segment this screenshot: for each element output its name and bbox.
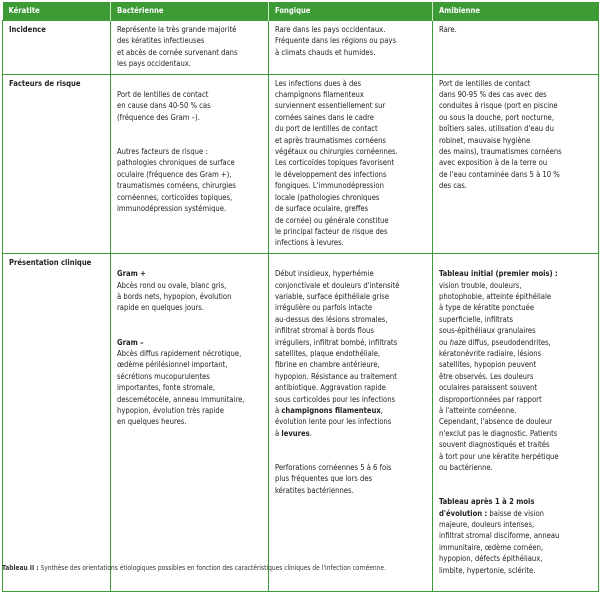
header-keratite: Kératite: [3, 2, 111, 21]
text-bold: champignons filamenteux: [281, 406, 381, 415]
text-italic: haze: [449, 337, 466, 347]
text: diffus, pseudodendrites, kératonévrite radiaire, lésions satellites, hypopion peuvent être observés. Les douleurs oculaires paraissent souvent disproportionnées par rapport à l'atteinte cornéenne. Cependant, l'absence de douleur n'exclut pas le diagnostic. Patients souvent diagnostiqués et traités à tort pour une kératite herpétique ou bactérienne.: [439, 337, 559, 473]
caption-label: Tableau II :: [2, 564, 39, 572]
paragraph: [117, 337, 262, 428]
cell-facteurs-amibienne: Port de lentilles de contact dans 90-95 % des cas avec des conduites à risque (port en piscine ou sous la douche, port nocturne, boîtiers sales, utilisation d'eau du robinet, mauvaise hygiène des mains), traumatismes cornéens avec exposition à de la terre ou de l'eau contaminée dans 5 à 10 % des cas.: [433, 74, 599, 253]
cell-presentation-fongique: [269, 253, 433, 592]
cell-presentation-amibienne: [433, 253, 599, 592]
keratitis-table: [2, 2, 599, 592]
row-facteurs: [3, 74, 599, 253]
text: vision trouble, douleurs, photophobie, atteinte épithéliale à type de kératite ponctuée superficielle, infiltrats sous-épithéliaux granulaires ou: [439, 280, 552, 347]
text: baisse de vision majeure, douleurs intenses, infiltrat stromal disciforme, anneau immunitaire, œdème cornéen, hypopion, défects épithéliaux, limbite, hypertonie, sclérite.: [439, 508, 560, 575]
cell-incidence-bacterienne: Représente la très grande majorité des kératites infectieuses et abcès de cornée survenant dans les pays occidentaux.: [111, 21, 269, 75]
row-label-presentation: Présentation clinique: [3, 253, 111, 592]
row-label-facteurs: Facteurs de risque: [3, 74, 111, 253]
row-label-incidence: Incidence: [3, 21, 111, 75]
paragraph: Autres facteurs de risque : pathologies chroniques de surface oculaire (fréquence des Gram +), traumatismes cornéens, chirurgies cornéennes, corticoïdes topiques, immunodépression systémique.: [117, 147, 236, 214]
header-bacterienne: Bactérienne: [111, 2, 269, 21]
row-presentation: [3, 253, 599, 592]
gram-pos-title: Gram +: [117, 269, 146, 279]
table-caption: [2, 564, 386, 572]
text-bold: levures: [281, 428, 310, 438]
header-row: [3, 2, 599, 21]
paragraph: [439, 268, 592, 473]
cell-incidence-amibienne: Rare.: [433, 21, 599, 75]
initial-title: Tableau initial (premier mois) :: [439, 269, 558, 279]
paragraph: Perforations cornéennes 5 à 6 fois plus fréquentes que lors des kératites bactériennes.: [275, 463, 392, 495]
paragraph: [439, 496, 592, 576]
row-incidence: [3, 21, 599, 75]
caption-text: Synthèse des orientations étiologiques possibles en fonction des caractéristiques cliniques de l'infection cornéenne.: [38, 564, 386, 572]
text: , évolution lente pour les infections à: [275, 406, 392, 438]
header-fongique: Fongique: [269, 2, 433, 21]
cell-presentation-bacterienne: [111, 253, 269, 592]
gram-neg-title: Gram –: [117, 337, 144, 347]
cell-facteurs-fongique: Les infections dues à des champignons filamenteux surviennent essentiellement sur cornées saines dans le cadre du port de lentilles de contact et après traumatismes cornéens végétaux ou chirurgies cornéennes. Les corticoïdes topiques favorisent le développement des infections fongiques. L'immunodépression locale (pathologies chroniques de surface oculaire, greffes de cornée) ou générale constitue le principal facteur de risque des infections à levures.: [269, 74, 433, 253]
paragraph: [117, 268, 262, 314]
paragraph: [275, 268, 426, 439]
late-title: Tableau après 1 à 2 mois d'évolution :: [439, 497, 535, 518]
text: .: [309, 428, 312, 438]
cell-facteurs-bacterienne: [111, 74, 269, 253]
text: Début insidieux, hyperhémie conjonctivale et douleurs d'intensité variable, surface épithéliale grise irrégulière ou parfois intacte au-dessus des lésions stromales, infiltrat stromal à bords flous irréguliers, infiltrat bombé, infiltrats satellites, plaque endothéliale, fibrine en chambre antérieure, hypopion. Résistance au traitement antibiotique. Aggravation rapide sous corticoïdes pour les infections à: [275, 269, 400, 415]
cell-incidence-fongique: Rare dans les pays occidentaux. Fréquente dans les régions ou pays à climats chauds et humides.: [269, 21, 433, 75]
header-amibienne: Amibienne: [433, 2, 599, 21]
paragraph: Port de lentilles de contact en cause dans 40-50 % cas (fréquence des Gram –).: [117, 90, 211, 122]
gram-pos-text: Abcès rond ou ovale, blanc gris, à bords nets, hypopion, évolution rapide en quelques jours.: [117, 280, 232, 313]
gram-neg-text: Abcès diffus rapidement nécrotique, œdème périlésionnel important, sécrétions mucopurulentes importantes, fonte stromale, descemétocèle, anneau immunitaire, hypopion, évolution très rapide en quelques heures.: [117, 348, 245, 427]
